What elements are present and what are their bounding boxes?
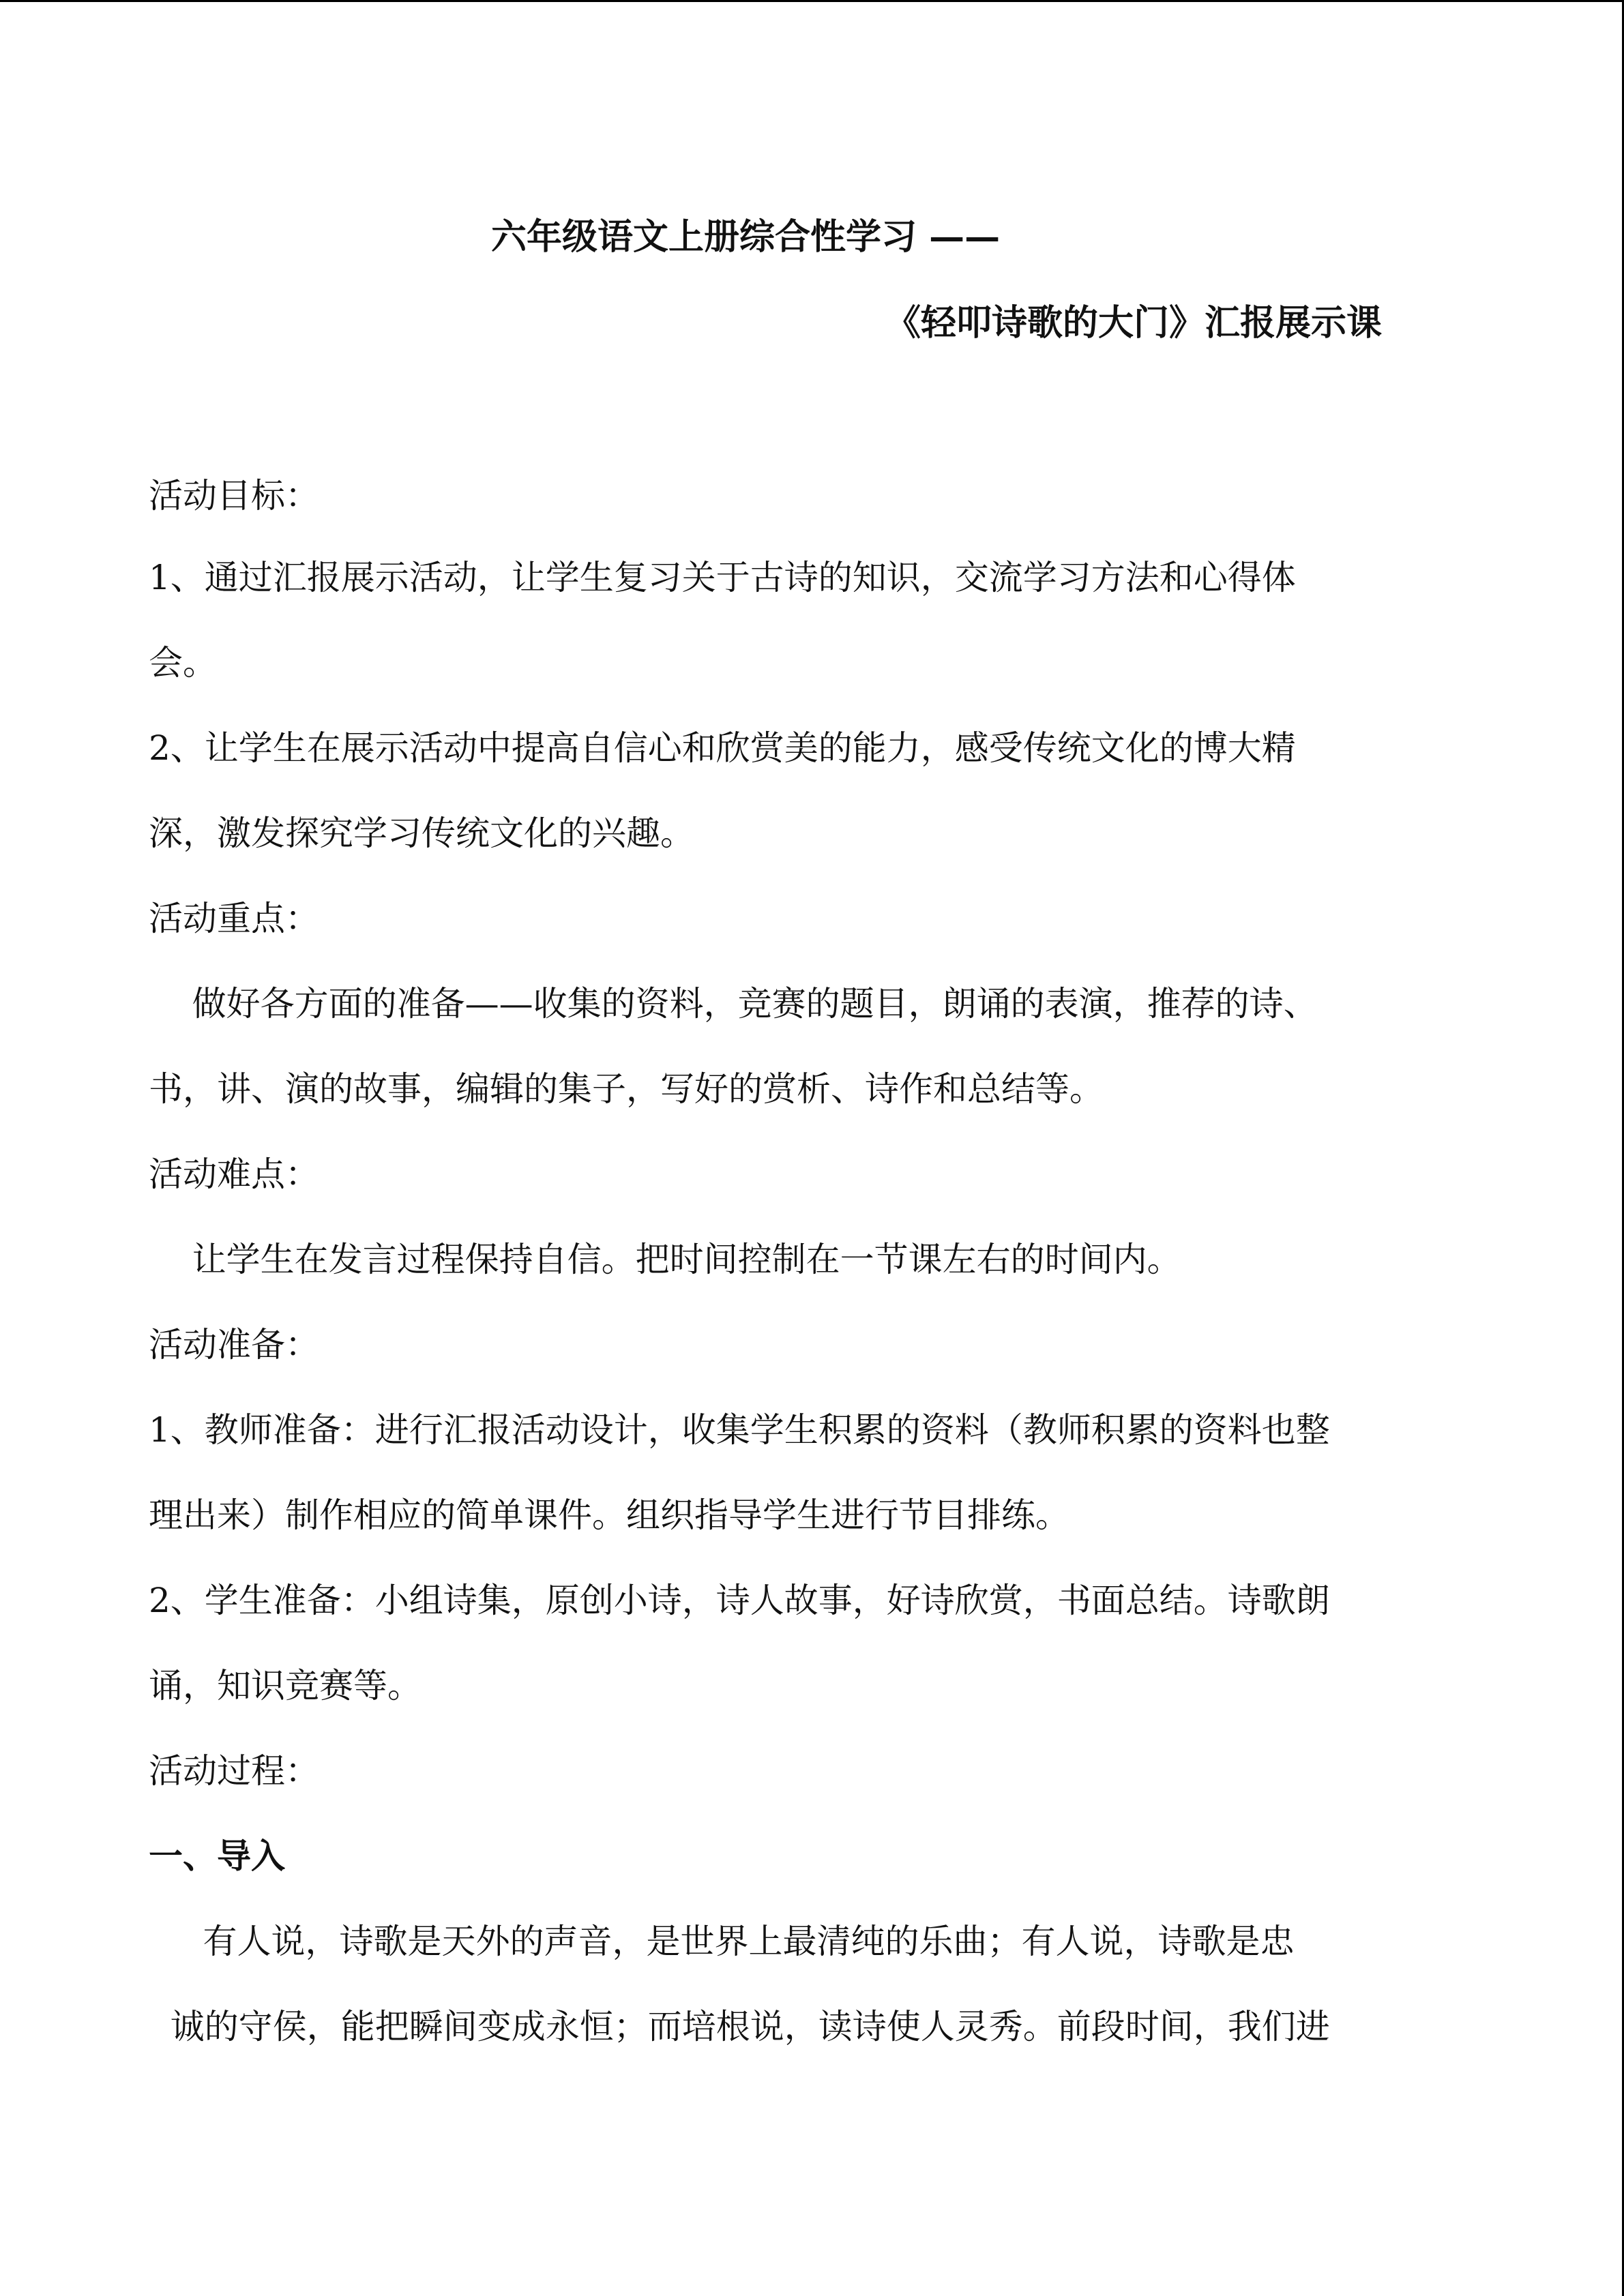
- goal-1-line1: 1、通过汇报展示活动，让学生复习关于古诗的知识，交流学习方法和心得体: [149, 558, 1296, 597]
- heading-activity-process: 活动过程：: [149, 1751, 319, 1791]
- document-title-line2: 《轻叩诗歌的大门》汇报展示课: [885, 302, 1383, 344]
- key-points-line2: 书，讲、演的故事，编辑的集子，写好的赏析、诗作和总结等。: [149, 1069, 1104, 1109]
- heading-activity-preparation: 活动准备：: [149, 1325, 319, 1365]
- difficulties-line1: 让学生在发言过程保持自信。把时间控制在一节课左右的时间内。: [149, 1240, 1181, 1279]
- section-1-heading: 一、导入: [149, 1836, 285, 1876]
- document-title-line1: 六年级语文上册综合性学习 ——: [491, 216, 1001, 258]
- heading-activity-key-points: 活动重点：: [149, 899, 319, 938]
- intro-paragraph-line1: 有人说，诗歌是天外的声音，是世界上最清纯的乐曲；有人说，诗歌是忠: [149, 1922, 1295, 1961]
- key-points-line1: 做好各方面的准备——收集的资料，竞赛的题目，朗诵的表演，推荐的诗、: [149, 984, 1318, 1024]
- goal-2-line2: 深，激发探究学习传统文化的兴趣。: [149, 814, 694, 853]
- heading-activity-difficulties: 活动难点：: [149, 1154, 319, 1194]
- preparation-2-line1: 2、学生准备：小组诗集，原创小诗，诗人故事，好诗欣赏，书面总结。诗歌朗: [149, 1581, 1330, 1620]
- heading-activity-goals: 活动目标：: [149, 476, 319, 516]
- intro-paragraph-line2: 诚的守侯，能把瞬间变成永恒；而培根说，读诗使人灵秀。前段时间，我们进: [149, 2007, 1330, 2046]
- page-border-top: [0, 0, 1624, 2]
- preparation-1-line1: 1、教师准备：进行汇报活动设计，收集学生积累的资料（教师积累的资料也整: [149, 1410, 1330, 1450]
- preparation-2-line2: 诵，知识竞赛等。: [149, 1666, 422, 1705]
- goal-1-line2: 会。: [149, 643, 217, 683]
- preparation-1-line2: 理出来）制作相应的简单课件。组织指导学生进行节目排练。: [149, 1495, 1069, 1535]
- goal-2-line1: 2、让学生在展示活动中提高自信心和欣赏美的能力，感受传统文化的博大精: [149, 728, 1296, 768]
